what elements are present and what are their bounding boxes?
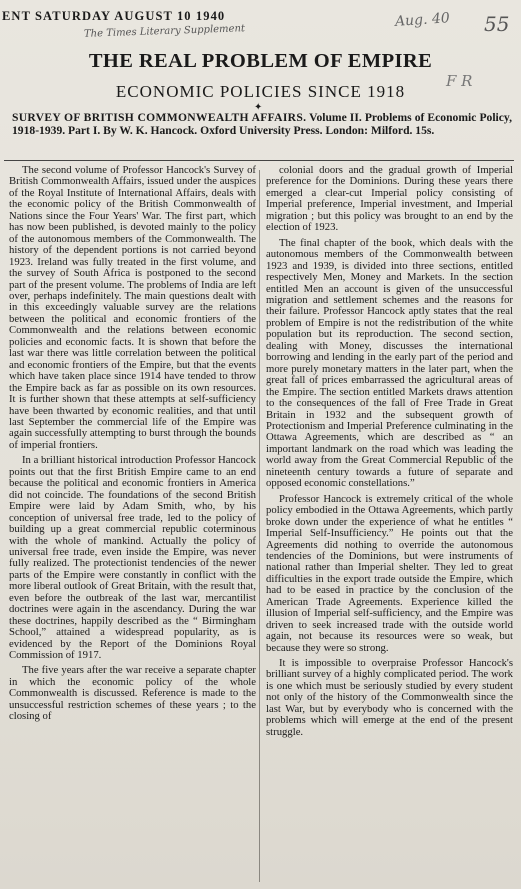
right-paragraph-1: colonial doors and the gradual growth of Imperial preference for the Dominions. During these years there emerged a clear-cut Imperial policy consisting of Imperial preference, Imperial investment, and Imperial migration ; but this policy was brought to an end by the election of 1923.	[266, 164, 513, 234]
column-divider	[259, 170, 260, 882]
handwritten-margin-mark: F R	[446, 72, 473, 90]
handwritten-publication-note: The Times Literary Supplement	[83, 23, 246, 40]
header-divider	[4, 160, 514, 161]
review-heading	[12, 111, 512, 137]
left-paragraph-1: The second volume of Professor Hancock's Survey of British Commonwealth Affairs, issued under the auspices of the Royal Institute of International Affairs, deals with the economic policy of the British Commonwealth of Nations since the Four Years' War. The first part, which has now been published, is devoted mainly to the policy of the autonomous members of the Commonwealth. The history of the dependent portions is not carried beyond 1923. Ireland was fully treated in the first volume, and the survey of South Africa is postponed to the second part of the present volume. The problems of India are left over, perhaps indefinitely. The main questions dealt with in this exceedingly valuable survey are the relations between the political and economic frontiers of the Commonwealth and the relations between economic policies and economic facts. It is shown that before the last war there was little correlation between the political and economic frontiers of the Empire, but that the events which have taken place since 1914 have tended to throw the Empire back as far as possible on its own resources. It is further shown that these attempts at self-sufficiency have been thwarted by economic realities, and that until last September the commercial life of the Empire was again successfully attempting to burst through the bounds of imperial frontiers.	[9, 164, 256, 451]
left-paragraph-3: The five years after the war receive a separate chapter in which the economic policy of the whole Commonwealth is discussed. Reference is made to the unsuccessful restriction schemes of these years ; to the closing of	[9, 664, 256, 723]
handwritten-date-note: Aug. 40	[394, 10, 451, 30]
ornament-icon: ✦	[254, 102, 263, 113]
right-column	[266, 165, 513, 738]
dateline: ENT SATURDAY AUGUST 10 1940	[2, 9, 226, 23]
review-details: Problems of Economic Policy, 1918-1939. Part I. By W. K. Hancock. Oxford University Press. London: Milford. 15s.	[12, 111, 512, 137]
right-paragraph-4: It is impossible to overpraise Professor Hancock's brilliant survey of a highly complicated period. The work is one which must be seriously studied by every student not only of the history of the Commonwealth since the last War, but by everybody who is concerned with the problems which will emerge at the end of the present struggle.	[266, 657, 513, 738]
right-paragraph-3: Professor Hancock is extremely critical of the whole policy embodied in the Ottawa Agreements, which partly broke down under the experience of what he entitles “ Imperial Self-Insufficiency.” He points out that the Agreements did nothing to override the autonomous tendencies of the Dominions, but were instruments of national rather than Imperial shelter. They led to great difficulties in the export trade outside the Empire, which had to be eased in practice by the conclusion of the American Trade Agreements. Experience killed the illusion of Imperial self-sufficiency, and the Empire was driven to seek increased trade with the outside world again, not because its resources were so weak, but because they were so strong.	[266, 492, 513, 654]
right-paragraph-2: The final chapter of the book, which deals with the autonomous members of the Commonwealth between 1923 and 1939, is divided into three sections, entitled respectively Men, Money and Markets. In the section entitled Men an account is given of the unsuccessful migration and settlement schemes and the reasons for their failure. Professor Hancock aptly states that the real problem of Empire is not the redistribution of the white population but its reproduction. The second section, dealing with Money, discusses the international borrowing and lending in the early part of the period and more purely monetary matters in the later part, when the great fall of prices embarrassed the agricultural areas of the Empire. The section entitled Markets draws attention to the consequences of the fall of Free Trade in Great Britain in 1932 and the subsequent growth of Protectionism and Imperial Preference culminating in the Ottawa Agreements, which are described as “ an important landmark on the road which was leading the world away from the Great Commercial Republic of the nineteenth century towards a future of separate and opposed economic constellations.”	[266, 236, 513, 490]
review-volume: Volume II.	[309, 111, 362, 124]
article-subtitle: ECONOMIC POLICIES SINCE 1918	[115, 82, 406, 101]
left-paragraph-2: In a brilliant historical introduction Professor Hancock points out that the first British Empire came to an end because the political and economic frontiers in America did not coincide. The foundations of the second British Empire were laid by Adam Smith, who, by his conception of universal free trade, led to the policy of building up a great commercial republic coterminous with the whole of mankind. Actually the policy of universal free trade, even inside the Empire, was never fully realized. The protectionist tendencies of the newer parts of the Empire were constantly in conflict with the more liberal outlook of Great Britain, with the result that, even before the outbreak of the last war, mercantilist doctrines were again in the ascendancy. During the war these doctrines, happily described as the “ Birmingham School,” attained a widespread popularity, as is evidenced by the Report of the Dominions Royal Commission of 1917.	[9, 454, 256, 662]
left-column	[9, 165, 256, 723]
handwritten-page-number: 55	[484, 12, 510, 36]
article-title: THE REAL PROBLEM OF EMPIRE	[88, 50, 433, 72]
review-title: SURVEY OF BRITISH COMMONWEALTH AFFAIRS.	[12, 111, 307, 124]
